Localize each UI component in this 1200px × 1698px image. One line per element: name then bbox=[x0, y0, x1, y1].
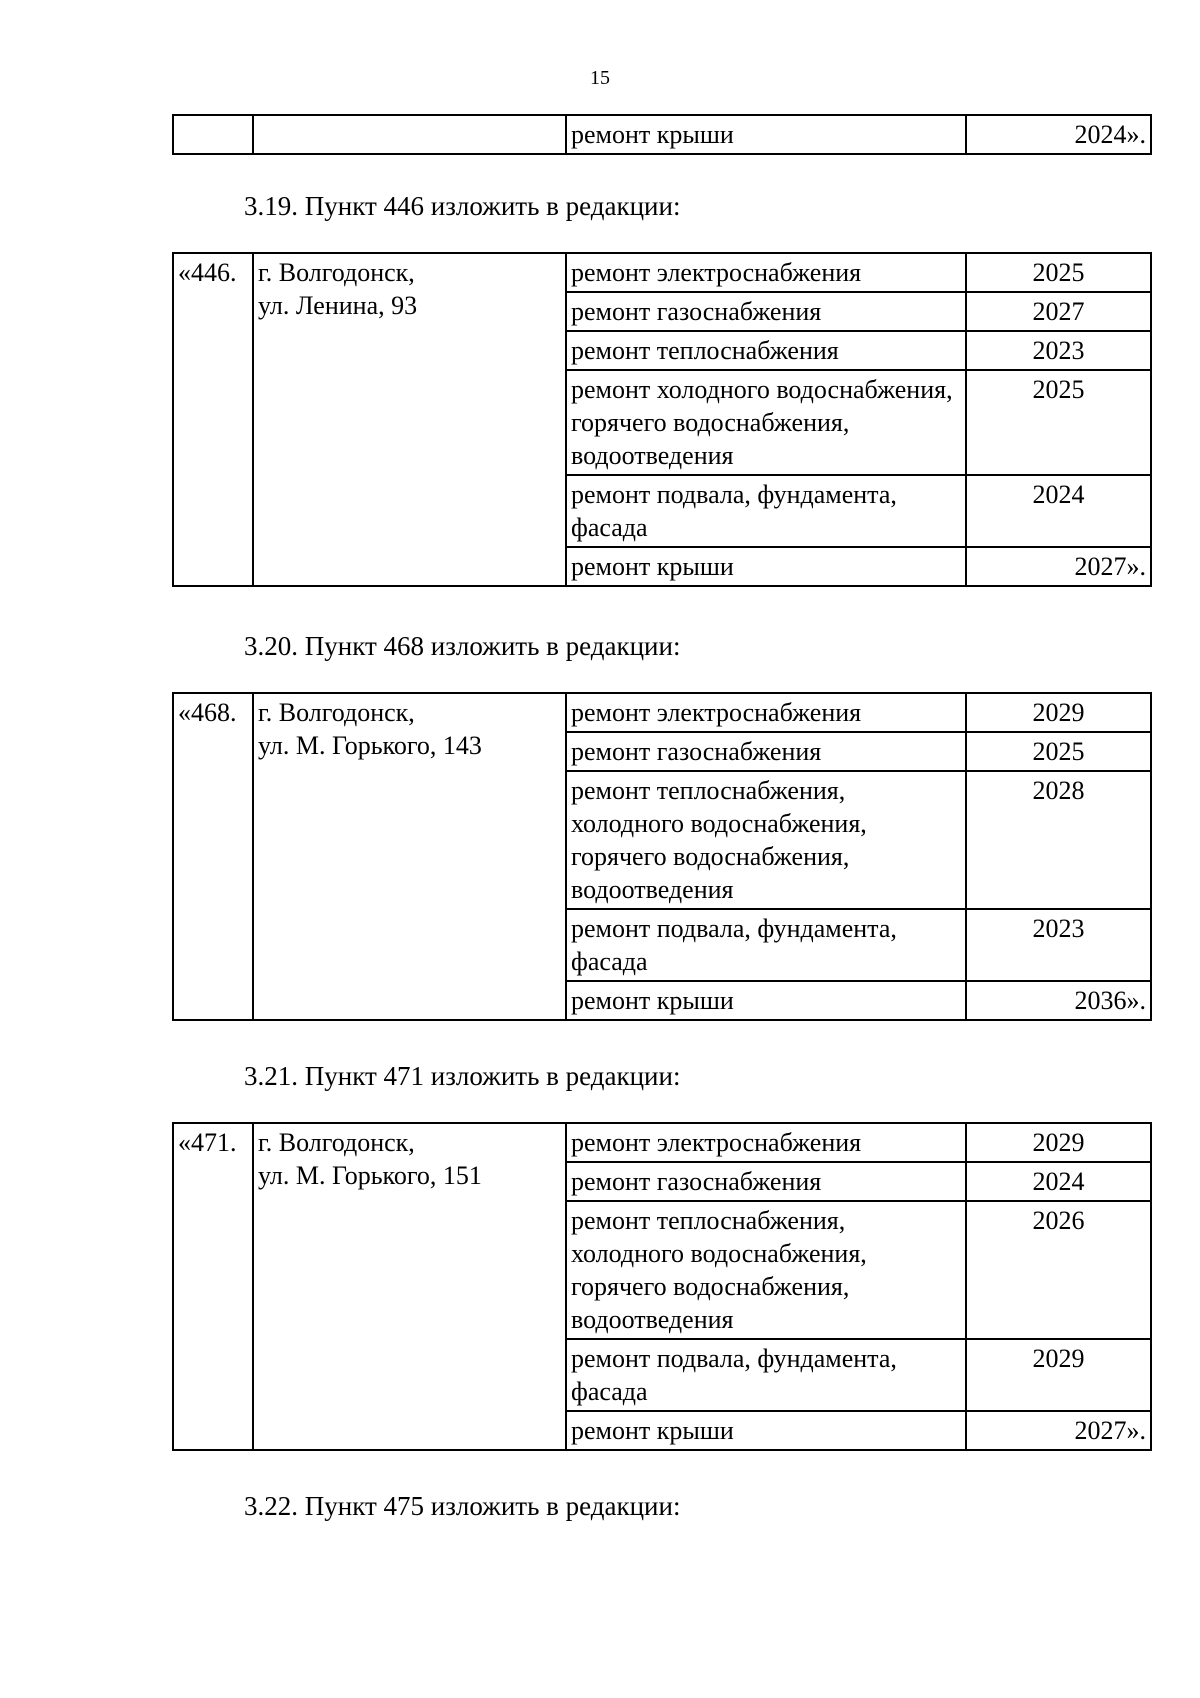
year-cell: 2024 bbox=[966, 1162, 1151, 1201]
work-cell: ремонт подвала, фундамента, фасада bbox=[566, 1339, 966, 1411]
continuation-table bbox=[172, 114, 1152, 155]
year-cell: 2023 bbox=[966, 331, 1151, 370]
section-table bbox=[172, 692, 1152, 1021]
table-row bbox=[173, 693, 1151, 732]
year-cell: 2036». bbox=[966, 981, 1151, 1020]
work-cell: ремонт газоснабжения bbox=[566, 292, 966, 331]
work-cell: ремонт крыши bbox=[566, 1411, 966, 1450]
section-heading: 3.19. Пункт 446 изложить в редакции: bbox=[244, 191, 681, 221]
work-cell: ремонт электроснабжения bbox=[566, 693, 966, 732]
work-cell: ремонт теплоснабжения, холодного водоснабжения, горячего водоснабжения, водоотведения bbox=[566, 1201, 966, 1339]
item-number: «446. bbox=[173, 253, 253, 586]
year-cell: 2029 bbox=[966, 1123, 1151, 1162]
year-cell: 2025 bbox=[966, 732, 1151, 771]
section-table bbox=[172, 1122, 1152, 1451]
num-cell bbox=[173, 115, 253, 154]
year-cell: 2027». bbox=[966, 547, 1151, 586]
table-row bbox=[173, 1123, 1151, 1162]
address: г. Волгодонск, ул. М. Горького, 143 bbox=[253, 693, 566, 1020]
year-cell: 2029 bbox=[966, 693, 1151, 732]
work-cell: ремонт теплоснабжения bbox=[566, 331, 966, 370]
work-cell: ремонт крыши bbox=[566, 547, 966, 586]
work-cell: ремонт крыши bbox=[566, 115, 966, 154]
year-cell: 2024». bbox=[966, 115, 1151, 154]
year-cell: 2028 bbox=[966, 771, 1151, 909]
section-heading: 3.21. Пункт 471 изложить в редакции: bbox=[244, 1061, 681, 1091]
page-number: 15 bbox=[590, 67, 610, 89]
work-cell: ремонт газоснабжения bbox=[566, 732, 966, 771]
year-cell: 2023 bbox=[966, 909, 1151, 981]
year-cell: 2026 bbox=[966, 1201, 1151, 1339]
work-cell: ремонт теплоснабжения, холодного водоснабжения, горячего водоснабжения, водоотведения bbox=[566, 771, 966, 909]
year-cell: 2027». bbox=[966, 1411, 1151, 1450]
year-cell: 2025 bbox=[966, 253, 1151, 292]
address-cell bbox=[253, 115, 566, 154]
year-cell: 2027 bbox=[966, 292, 1151, 331]
section-heading: 3.20. Пункт 468 изложить в редакции: bbox=[244, 631, 681, 661]
section-heading: 3.22. Пункт 475 изложить в редакции: bbox=[244, 1491, 681, 1521]
work-cell: ремонт электроснабжения bbox=[566, 1123, 966, 1162]
section-table bbox=[172, 252, 1152, 587]
work-cell: ремонт электроснабжения bbox=[566, 253, 966, 292]
address: г. Волгодонск, ул. Ленина, 93 bbox=[253, 253, 566, 586]
year-cell: 2025 bbox=[966, 370, 1151, 475]
year-cell: 2024 bbox=[966, 475, 1151, 547]
table-row bbox=[173, 115, 1151, 154]
work-cell: ремонт холодного водоснабжения, горячего водоснабжения, водоотведения bbox=[566, 370, 966, 475]
table-row bbox=[173, 253, 1151, 292]
work-cell: ремонт подвала, фундамента, фасада bbox=[566, 909, 966, 981]
work-cell: ремонт газоснабжения bbox=[566, 1162, 966, 1201]
item-number: «468. bbox=[173, 693, 253, 1020]
work-cell: ремонт подвала, фундамента, фасада bbox=[566, 475, 966, 547]
work-cell: ремонт крыши bbox=[566, 981, 966, 1020]
item-number: «471. bbox=[173, 1123, 253, 1450]
year-cell: 2029 bbox=[966, 1339, 1151, 1411]
address: г. Волгодонск, ул. М. Горького, 151 bbox=[253, 1123, 566, 1450]
